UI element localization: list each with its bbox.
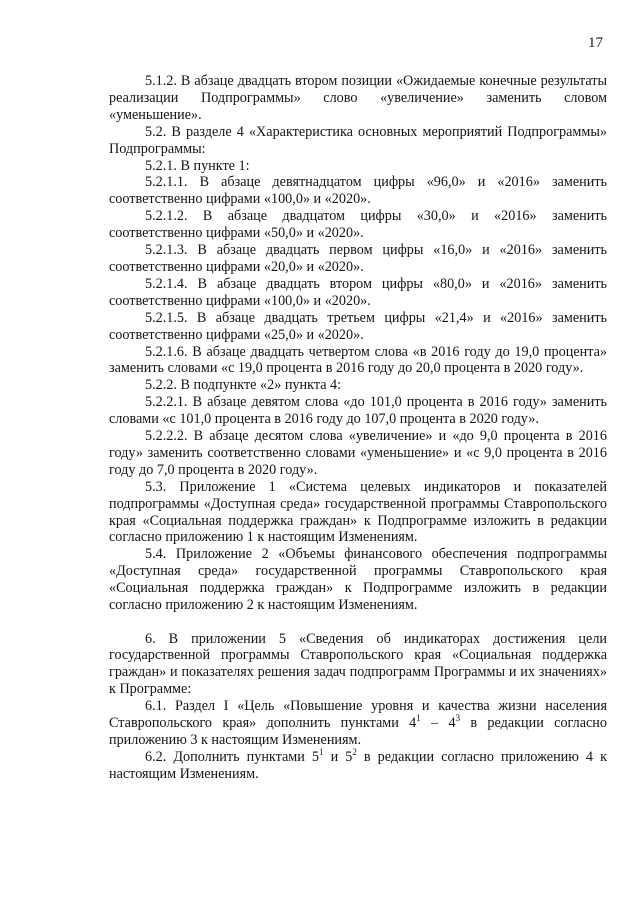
paragraph-6: 6. В приложении 5 «Сведения об индикаторах достижения цели государственной программы Ставропольского края «Социальная поддержка граждан» и показателях решения задач подпрограмм Программы и их значениях» к Программе: <box>109 630 607 698</box>
paragraph-6-2 <box>109 746 607 783</box>
paragraph-6-2-lead: 6.2. Дополнить пунктами 5 <box>145 748 320 765</box>
paragraph-5-2-1-1: 5.2.1.1. В абзаце девятнадцатом цифры «96,0» и «2016» заменить соответственно цифрами «100,0» и «2020». <box>109 174 607 208</box>
document-body <box>109 73 607 783</box>
paragraph-6-1-dash: – 4 <box>420 715 456 732</box>
paragraph-5-4: 5.4. Приложение 2 «Объемы финансового обеспечения подпрограммы «Доступная среда» государственной программы Ставропольского края «Социальная поддержка граждан» к Подпрограмме изложить в редакции согласно приложению 2 к настоящим Изменениям. <box>109 546 607 614</box>
paragraph-5-2: 5.2. В разделе 4 «Характеристика основных мероприятий Подпрограммы» Подпрограммы: <box>109 123 607 157</box>
superscript: 2 <box>352 746 357 757</box>
paragraph-5-2-1-4: 5.2.1.4. В абзаце двадцать втором цифры «80,0» и «2016» заменить соответственно цифрами «100,0» и «2020». <box>109 275 607 309</box>
paragraph-5-2-1: 5.2.1. В пункте 1: <box>145 157 250 174</box>
paragraph-6-1-lead: 6.1. Раздел I «Цель «Повышение уровня и качества жизни населения Ставропольского края» дополнить пунктами 4 <box>109 698 607 732</box>
paragraph-5-2-1-6: 5.2.1.6. В абзаце двадцать четвертом слова «в 2016 году до 19,0 процента» заменить словами «с 19,0 процента в 2016 году до 20,0 процента в 2020 году». <box>109 343 607 377</box>
paragraph-6-1-tail: в редакции согласно приложению 3 к настоящим Изменениям. <box>109 715 607 748</box>
paragraph-5-2-2-2: 5.2.2.2. В абзаце десятом слова «увеличение» и «до 9,0 процента в 2016 году» заменить соответственно словами «уменьшение» и «с 9,0 процента в 2016 году до 7,0 процента в 2020 году». <box>109 428 607 478</box>
paragraph-5-2-2-1: 5.2.2.1. В абзаце девятом слова «до 101,0 процента в 2016 году» заменить словами «с 101,0 процента в 2016 году до 107,0 процента в 2020 году». <box>109 394 607 428</box>
paragraph-6-2-mid: и 5 <box>323 748 353 765</box>
paragraph-5-3: 5.3. Приложение 1 «Система целевых индикаторов и показателей подпрограммы «Доступная среда» государственной программы Ставропольского края «Социальная поддержка граждан» к Подпрограмме изложить в редакции согласно приложению 1 к настоящим Изменениям. <box>109 478 607 546</box>
page-number: 17 <box>588 35 603 51</box>
paragraph-6-1 <box>109 698 607 749</box>
paragraph-5-2-2: 5.2.2. В подпункте «2» пункта 4: <box>145 377 342 394</box>
paragraph-5-2-1-2: 5.2.1.2. В абзаце двадцатом цифры «30,0» и «2016» заменить соответственно цифрами «50,0» и «2020». <box>109 208 607 242</box>
superscript: 1 <box>319 746 324 757</box>
superscript: 1 <box>416 713 421 724</box>
paragraph-5-2-1-5: 5.2.1.5. В абзаце двадцать третьем цифры «21,4» и «2016» заменить соответственно цифрами «25,0» и «2020». <box>109 309 607 343</box>
paragraph-5-1-2: 5.1.2. В абзаце двадцать втором позиции «Ожидаемые конечные результаты реализации Подпрограммы» слово «увеличение» заменить словом «уменьшение». <box>109 73 607 123</box>
paragraph-6-2-tail: в редакции согласно приложению 4 к настоящим Изменениям. <box>109 748 607 782</box>
superscript: 3 <box>455 713 461 724</box>
paragraph-5-2-1-3: 5.2.1.3. В абзаце двадцать первом цифры «16,0» и «2016» заменить соответственно цифрами «20,0» и «2020». <box>109 242 607 275</box>
